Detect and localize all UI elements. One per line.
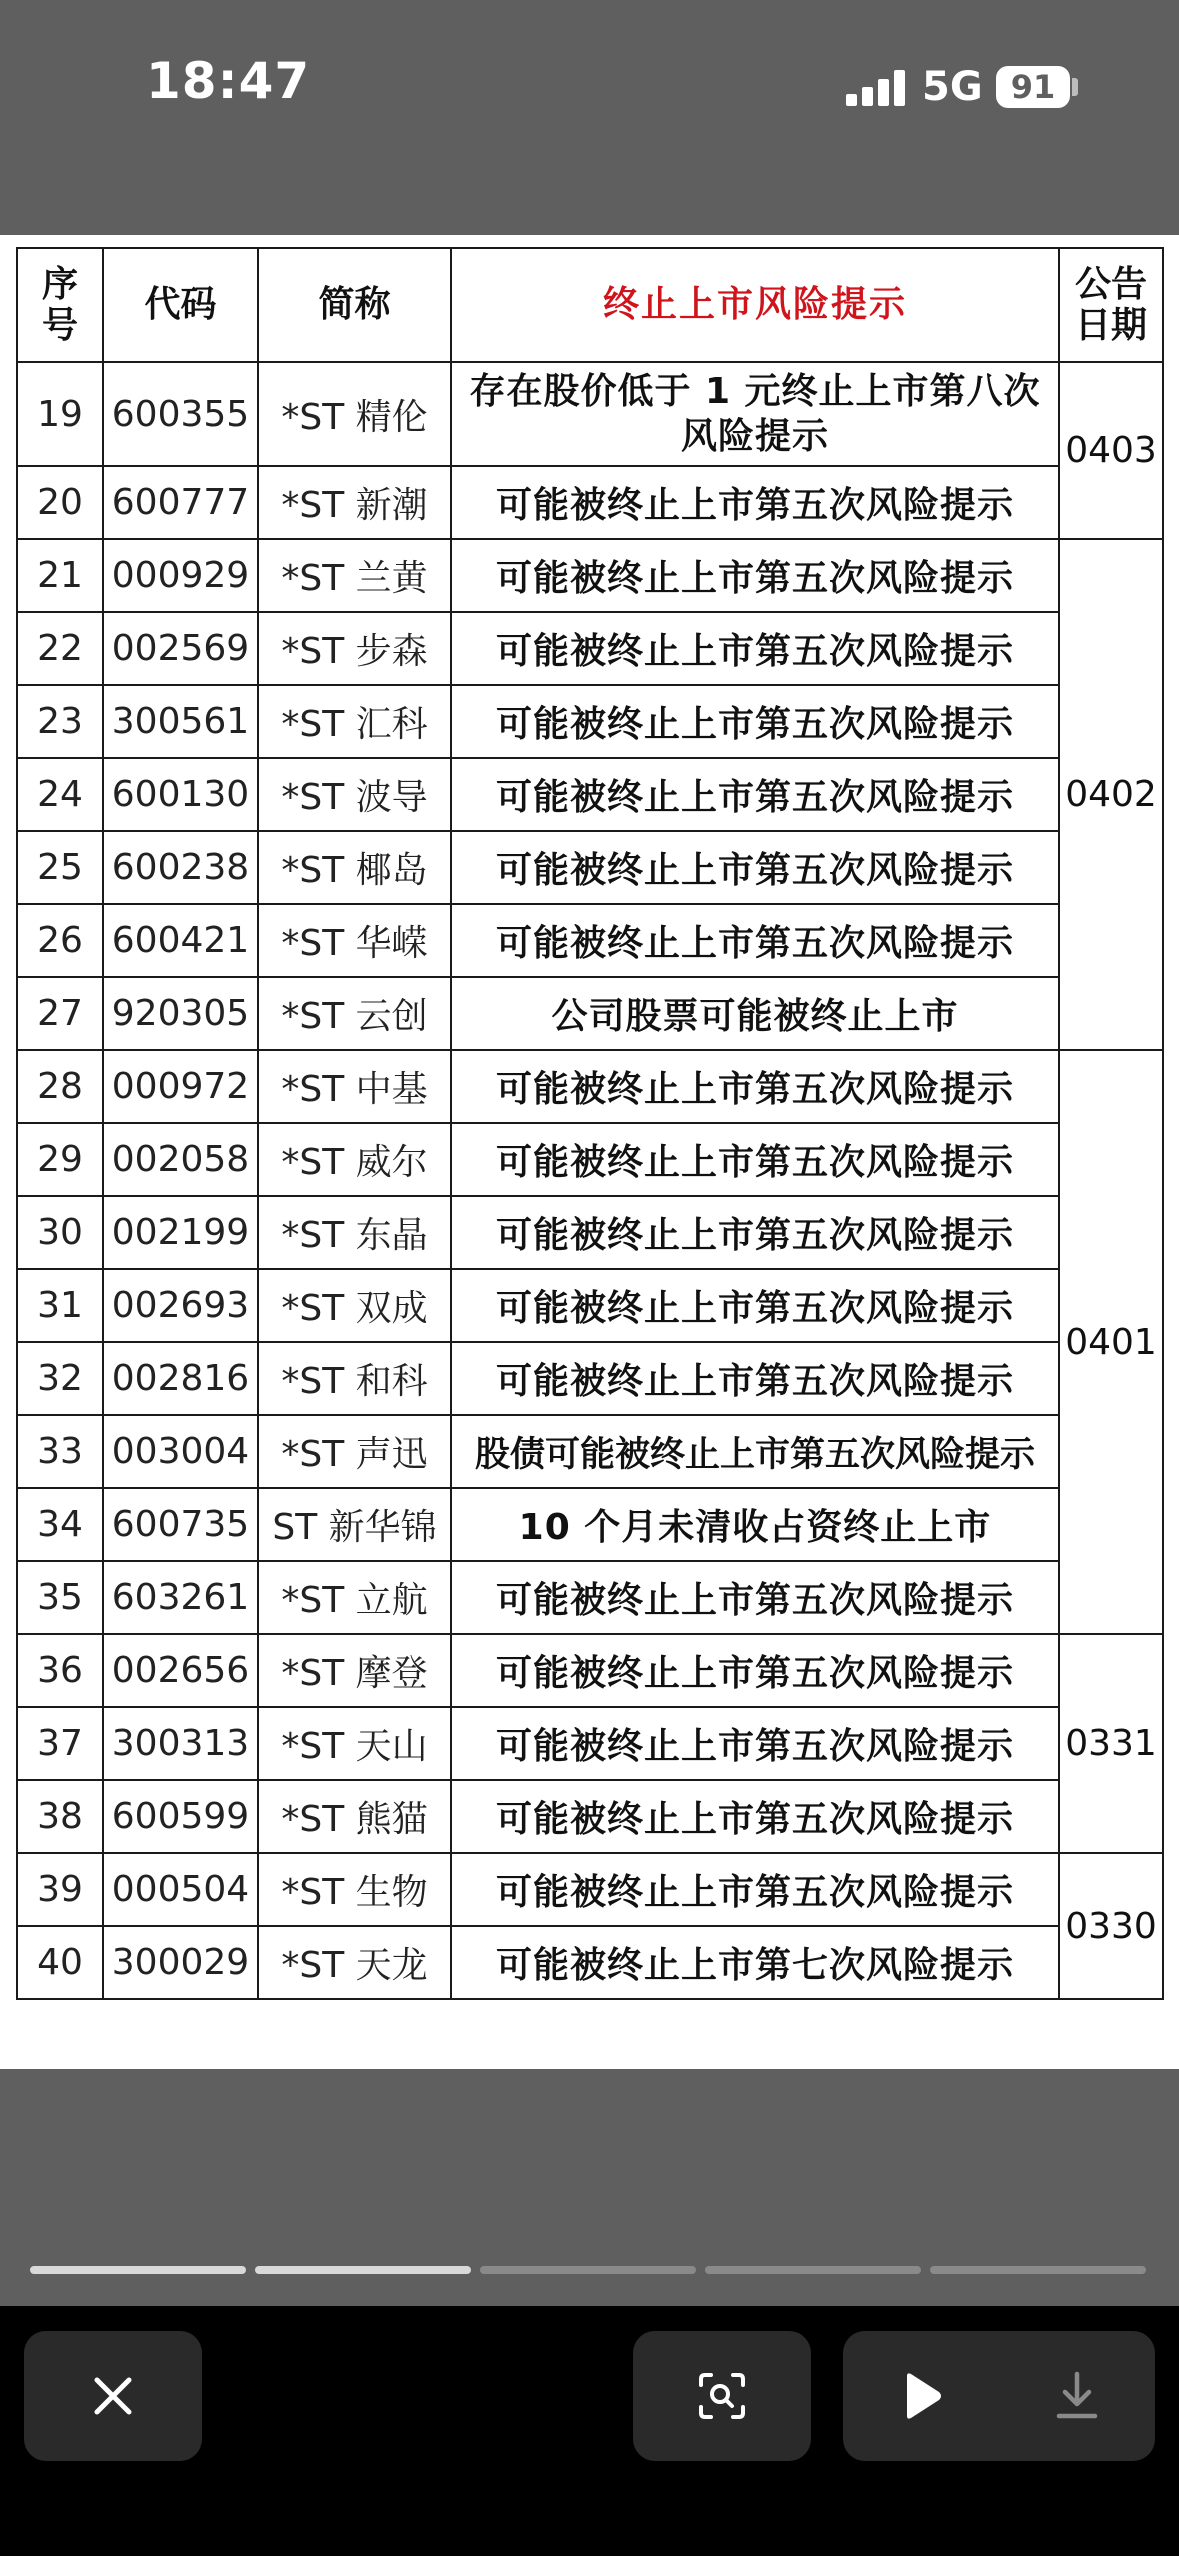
play-button[interactable] [843,2331,999,2461]
row-name: *ST 声迅 [258,1415,451,1488]
row-name: *ST 波导 [258,758,451,831]
row-code: 002656 [103,1634,258,1707]
download-icon [1053,2370,1101,2422]
table-row [17,1269,1163,1342]
row-code: 600355 [103,362,258,466]
row-code: 002569 [103,612,258,685]
row-name: *ST 汇科 [258,685,451,758]
screenshot-image [0,235,1179,2069]
date-cell: 0403 [1059,362,1163,539]
row-name: *ST 生物 [258,1853,451,1926]
row-code: 600777 [103,466,258,539]
row-code: 000972 [103,1050,258,1123]
row-risk: 可能被终止上市第五次风险提示 [451,1196,1059,1269]
row-risk: 可能被终止上市第五次风险提示 [451,1634,1059,1707]
row-seq: 23 [17,685,103,758]
table-row [17,977,1163,1050]
row-seq: 33 [17,1415,103,1488]
row-name: *ST 云创 [258,977,451,1050]
table-row [17,1196,1163,1269]
row-seq: 35 [17,1561,103,1634]
row-name: *ST 立航 [258,1561,451,1634]
row-name: *ST 华嵘 [258,904,451,977]
row-name: *ST 兰黄 [258,539,451,612]
close-icon [91,2374,135,2418]
row-seq: 34 [17,1488,103,1561]
row-name: ST 新华锦 [258,1488,451,1561]
table-row [17,1780,1163,1853]
row-name: *ST 椰岛 [258,831,451,904]
row-risk: 可能被终止上市第五次风险提示 [451,1269,1059,1342]
table-row [17,466,1163,539]
row-code: 600238 [103,831,258,904]
row-code: 300029 [103,1926,258,1999]
row-code: 600421 [103,904,258,977]
media-actions-group [843,2331,1155,2461]
row-code: 300561 [103,685,258,758]
row-name: *ST 摩登 [258,1634,451,1707]
table-row [17,1707,1163,1780]
date-cell: 0331 [1059,1634,1163,1853]
row-seq: 38 [17,1780,103,1853]
table-row [17,1926,1163,1999]
row-seq: 26 [17,904,103,977]
row-risk: 可能被终止上市第五次风险提示 [451,758,1059,831]
page-segment[interactable] [255,2266,471,2274]
row-seq: 19 [17,362,103,466]
status-bar [0,0,1179,170]
header-code: 代码 [103,248,258,362]
page-segment[interactable] [705,2266,921,2274]
row-name: *ST 东晶 [258,1196,451,1269]
row-code: 003004 [103,1415,258,1488]
row-risk: 可能被终止上市第五次风险提示 [451,1707,1059,1780]
header-seq: 序 号 [17,248,103,362]
row-risk: 股债可能被终止上市第五次风险提示 [451,1415,1059,1488]
row-code: 002816 [103,1342,258,1415]
date-cell: 0401 [1059,1050,1163,1634]
row-risk: 可能被终止上市第五次风险提示 [451,1780,1059,1853]
battery-icon: 91 [996,66,1070,108]
row-name: *ST 威尔 [258,1123,451,1196]
header-name: 简称 [258,248,451,362]
row-seq: 31 [17,1269,103,1342]
network-type: 5G [922,64,983,110]
table-row [17,1415,1163,1488]
row-risk: 10 个月未清收占资终止上市 [451,1488,1059,1561]
row-name: *ST 新潮 [258,466,451,539]
row-code: 000929 [103,539,258,612]
table-row [17,1853,1163,1926]
row-risk: 可能被终止上市第五次风险提示 [451,612,1059,685]
row-seq: 32 [17,1342,103,1415]
row-risk: 可能被终止上市第五次风险提示 [451,1853,1059,1926]
delisting-risk-table [16,247,1164,2000]
table-row [17,1634,1163,1707]
row-code: 002058 [103,1123,258,1196]
row-risk: 可能被终止上市第五次风险提示 [451,685,1059,758]
row-name: *ST 和科 [258,1342,451,1415]
row-code: 600599 [103,1780,258,1853]
row-risk: 可能被终止上市第七次风险提示 [451,1926,1059,1999]
row-seq: 40 [17,1926,103,1999]
table-row [17,758,1163,831]
header-date: 公告 日期 [1059,248,1163,362]
row-code: 002693 [103,1269,258,1342]
date-cell: 0330 [1059,1853,1163,1999]
row-name: *ST 精伦 [258,362,451,466]
row-risk: 可能被终止上市第五次风险提示 [451,1561,1059,1634]
visual-search-icon [697,2371,747,2421]
page-segment[interactable] [480,2266,696,2274]
table-title: 终止上市风险提示 [451,248,1059,362]
row-code: 300313 [103,1707,258,1780]
row-seq: 24 [17,758,103,831]
row-risk: 存在股价低于 1 元终止上市第八次风险提示 [451,362,1059,466]
table-row [17,1561,1163,1634]
row-risk: 可能被终止上市第五次风险提示 [451,831,1059,904]
table-row [17,1123,1163,1196]
page-segment[interactable] [930,2266,1146,2274]
table-row [17,539,1163,612]
row-risk: 公司股票可能被终止上市 [451,977,1059,1050]
row-risk: 可能被终止上市第五次风险提示 [451,539,1059,612]
row-seq: 39 [17,1853,103,1926]
clock: 18:47 [146,52,311,110]
visual-search-button[interactable] [633,2331,811,2461]
row-seq: 27 [17,977,103,1050]
row-seq: 29 [17,1123,103,1196]
battery-cap [1072,78,1078,96]
date-cell: 0402 [1059,539,1163,1050]
row-seq: 36 [17,1634,103,1707]
row-risk: 可能被终止上市第五次风险提示 [451,1342,1059,1415]
row-code: 002199 [103,1196,258,1269]
row-name: *ST 天龙 [258,1926,451,1999]
table-row [17,904,1163,977]
row-seq: 37 [17,1707,103,1780]
row-code: 600735 [103,1488,258,1561]
gallery-page-indicator [30,2266,1150,2274]
table-row [17,612,1163,685]
row-seq: 30 [17,1196,103,1269]
row-name: *ST 熊猫 [258,1780,451,1853]
row-code: 603261 [103,1561,258,1634]
play-icon [899,2372,943,2420]
row-seq: 28 [17,1050,103,1123]
row-risk: 可能被终止上市第五次风险提示 [451,1050,1059,1123]
table-header [17,248,1163,362]
table-row [17,1488,1163,1561]
table-row [17,831,1163,904]
row-code: 000504 [103,1853,258,1926]
table-row [17,1342,1163,1415]
table-row [17,362,1163,466]
row-risk: 可能被终止上市第五次风险提示 [451,466,1059,539]
row-name: *ST 双成 [258,1269,451,1342]
cellular-signal-icon [846,70,908,106]
row-code: 920305 [103,977,258,1050]
row-name: *ST 步森 [258,612,451,685]
page-segment[interactable] [30,2266,246,2274]
row-name: *ST 中基 [258,1050,451,1123]
row-name: *ST 天山 [258,1707,451,1780]
table-row [17,1050,1163,1123]
download-button[interactable] [999,2331,1155,2461]
row-risk: 可能被终止上市第五次风险提示 [451,904,1059,977]
row-seq: 25 [17,831,103,904]
row-seq: 20 [17,466,103,539]
row-code: 600130 [103,758,258,831]
table-row [17,685,1163,758]
row-risk: 可能被终止上市第五次风险提示 [451,1123,1059,1196]
row-seq: 22 [17,612,103,685]
row-seq: 21 [17,539,103,612]
close-button[interactable] [24,2331,202,2461]
